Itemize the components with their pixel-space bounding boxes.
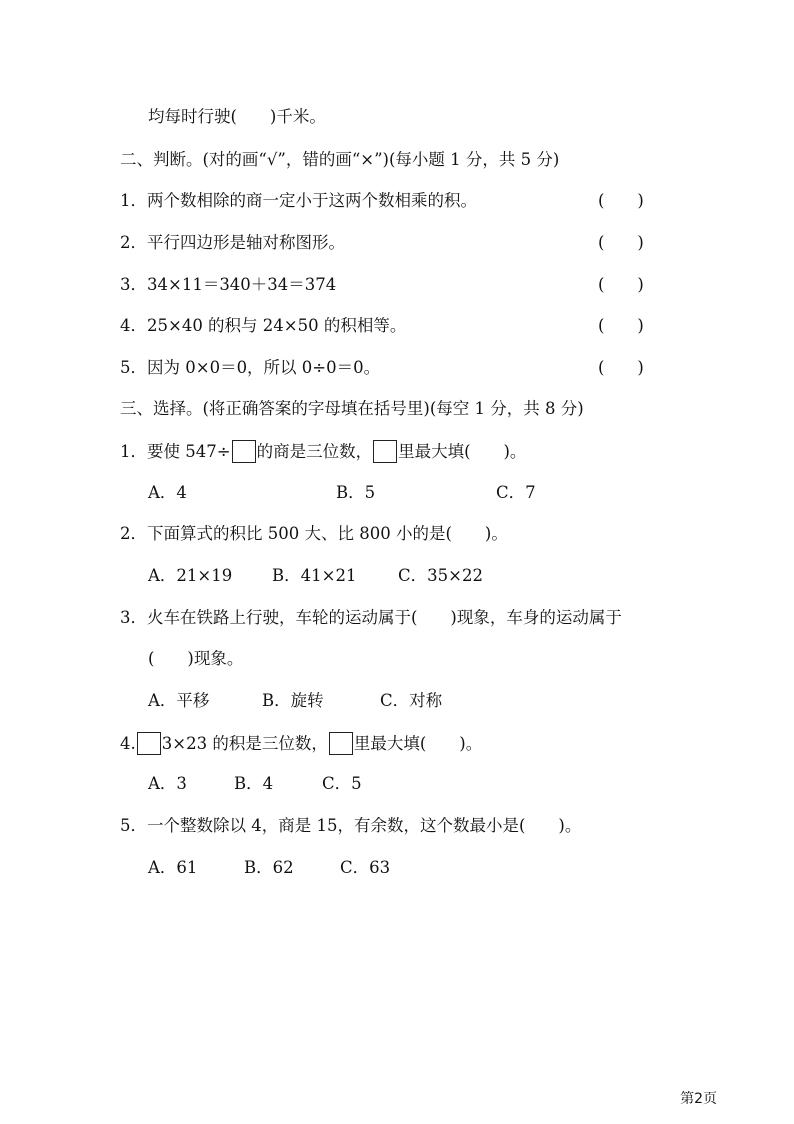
q5-option-c: C．63 [340, 858, 391, 877]
q3-option-b: B．旋转 [262, 691, 324, 710]
q1-option-a: A．4 [148, 483, 187, 502]
judge-item-5: 5．因为 0×0＝0，所以 0÷0＝0。 [120, 358, 381, 377]
choice-q2: 2．下面算式的积比 500 大、比 800 小的是( )。 [120, 524, 508, 543]
answer-paren-5[interactable]: ( ) [598, 358, 644, 377]
q4-option-a: A．3 [148, 774, 187, 793]
q1-option-c: C．7 [496, 483, 536, 502]
q5-option-b: B．62 [244, 858, 294, 877]
answer-paren-4[interactable]: ( ) [598, 316, 644, 335]
q4-text-c: 里最大填( )。 [353, 734, 483, 753]
answer-paren-2[interactable]: ( ) [598, 233, 644, 252]
choice-q5: 5．一个整数除以 4，商是 15，有余数，这个数最小是( )。 [120, 816, 582, 835]
judge-item-2: 2．平行四边形是轴对称图形。 [120, 233, 345, 252]
q2-option-a: A．21×19 [148, 566, 233, 585]
choice-q1 [120, 440, 526, 463]
q4-text-a: 4. [120, 734, 136, 753]
blank-box[interactable] [373, 440, 397, 463]
answer-paren-1[interactable]: ( ) [598, 191, 644, 210]
q2-option-b: B．41×21 [272, 566, 357, 585]
choice-q4 [120, 732, 482, 755]
section2-heading: 二、判断。(对的画“√”，错的画“×”)(每小题 1 分，共 5 分) [120, 150, 560, 169]
blank-box[interactable] [329, 732, 353, 755]
blank-box[interactable] [137, 732, 161, 755]
q4-option-b: B．4 [234, 774, 274, 793]
choice-q3-line1: 3．火车在铁路上行驶，车轮的运动属于( )现象，车身的运动属于 [120, 608, 622, 627]
q1-option-b: B．5 [336, 483, 376, 502]
judge-item-3: 3．34×11＝340＋34＝374 [120, 275, 337, 294]
q4-text-b: 3×23 的积是三位数， [161, 734, 328, 753]
q3-option-c: C．对称 [380, 691, 443, 710]
continued-question-text: 均每时行驶( )千米。 [148, 107, 326, 126]
blank-box[interactable] [232, 440, 256, 463]
q3-option-a: A．平移 [148, 691, 210, 710]
judge-item-4: 4．25×40 的积与 24×50 的积相等。 [120, 316, 407, 335]
q2-option-c: C．35×22 [398, 566, 483, 585]
page-number: 第2页 [680, 1091, 717, 1107]
q4-option-c: C．5 [322, 774, 362, 793]
judge-item-1: 1．两个数相除的商一定小于这两个数相乘的积。 [120, 191, 477, 210]
q1-text-b: 的商是三位数， [256, 442, 373, 461]
q1-text-c: 里最大填( )。 [398, 442, 527, 461]
section3-heading: 三、选择。(将正确答案的字母填在括号里)(每空 1 分，共 8 分) [120, 399, 584, 418]
q5-option-a: A．61 [148, 858, 198, 877]
answer-paren-3[interactable]: ( ) [598, 275, 644, 294]
q1-text-a: 1．要使 547÷ [120, 442, 231, 461]
choice-q3-line2: ( )现象。 [148, 649, 244, 668]
